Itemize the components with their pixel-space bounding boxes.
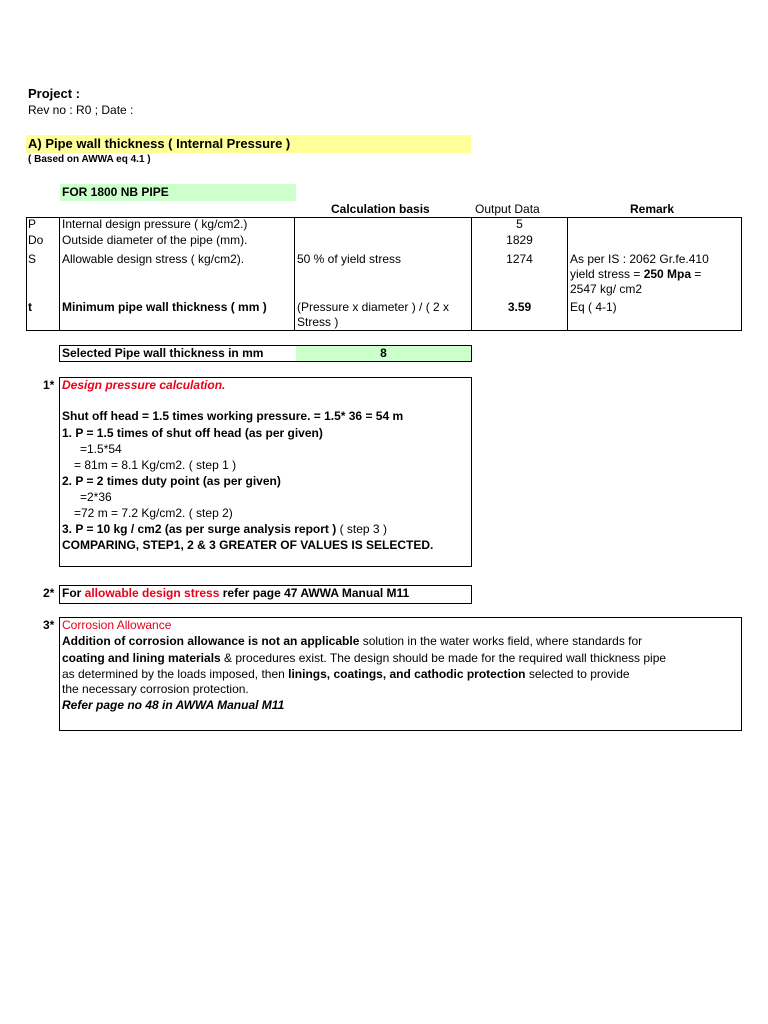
note-marker: 3* [43, 618, 55, 632]
note1-line: 3. P = 10 kg / cm2 (as per surge analysis report ) ( step 3 ) [62, 522, 387, 536]
row-symbol: t [28, 300, 32, 314]
row-remark: yield stress = 250 Mpa = [570, 267, 702, 281]
note3-title: Corrosion Allowance [62, 618, 172, 632]
row-remark: 2547 kg/ cm2 [570, 282, 643, 296]
note1-line: =2*36 [80, 490, 112, 504]
note1-line: 2. P = 2 times duty point (as per given) [62, 474, 281, 488]
header-remark: Remark [630, 202, 675, 216]
note3-line: as determined by the loads imposed, then linings, coatings, and cathodic protection selected to provide [62, 667, 630, 681]
note1-line: =72 m = 7.2 Kg/cm2. ( step 2) [74, 506, 233, 520]
note1-line: =1.5*54 [80, 442, 122, 456]
row-output: 3.59 [507, 300, 532, 314]
header-calc-basis: Calculation basis [331, 202, 430, 216]
row-basis: 50 % of yield stress [297, 252, 402, 266]
section-subtitle: ( Based on AWWA eq 4.1 ) [28, 154, 151, 165]
note1-line: COMPARING, STEP1, 2 & 3 GREATER OF VALUES IS SELECTED. [62, 538, 434, 552]
note1-line: = 81m = 8.1 Kg/cm2. ( step 1 ) [74, 458, 237, 472]
row-description: Allowable design stress ( kg/cm2). [62, 252, 245, 266]
pipe-label: FOR 1800 NB PIPE [62, 185, 169, 199]
row-basis: Stress ) [297, 315, 339, 329]
row-basis: (Pressure x diameter ) / ( 2 x [297, 300, 450, 314]
note2-text: For allowable design stress refer page 47 AWWA Manual M11 [62, 586, 410, 600]
selected-thickness-label: Selected Pipe wall thickness in mm [62, 346, 264, 360]
table-divider [567, 217, 568, 331]
note1-title: Design pressure calculation. [62, 378, 226, 392]
note3-line: the necessary corrosion protection. [62, 682, 249, 696]
row-symbol: S [28, 252, 37, 266]
row-description: Minimum pipe wall thickness ( mm ) [62, 300, 267, 314]
project-label: Project : [28, 86, 81, 101]
note3-reference: Refer page no 48 in AWWA Manual M11 [62, 698, 285, 712]
header-output: Output Data [475, 202, 540, 216]
row-description: Internal design pressure ( kg/cm2.) [62, 217, 248, 231]
table-divider [294, 217, 295, 331]
note3-line: Addition of corrosion allowance is not an applicable solution in the water works field, where standards for [62, 634, 643, 648]
note3-line: coating and lining materials & procedures exist. The design should be made for the required wall thickness pipe [62, 651, 667, 665]
note-marker: 1* [43, 378, 55, 392]
rev-line: Rev no : R0 ; Date : [28, 103, 134, 117]
row-symbol: P [28, 217, 37, 231]
table-divider [59, 217, 60, 331]
row-remark: As per IS : 2062 Gr.fe.410 [570, 252, 709, 266]
note-marker: 2* [43, 586, 55, 600]
row-remark: Eq ( 4-1) [570, 300, 617, 314]
section-title: A) Pipe wall thickness ( Internal Pressure ) [28, 136, 291, 151]
selected-thickness-value: 8 [380, 346, 387, 360]
row-output: 1829 [506, 233, 533, 247]
row-output: 5 [516, 217, 523, 231]
row-description: Outside diameter of the pipe (mm). [62, 233, 248, 247]
note1-line: 1. P = 1.5 times of shut off head (as per given) [62, 426, 323, 440]
row-output: 1274 [506, 252, 533, 266]
row-symbol: Do [28, 233, 44, 247]
note1-line: Shut off head = 1.5 times working pressure. = 1.5* 36 = 54 m [62, 409, 404, 423]
